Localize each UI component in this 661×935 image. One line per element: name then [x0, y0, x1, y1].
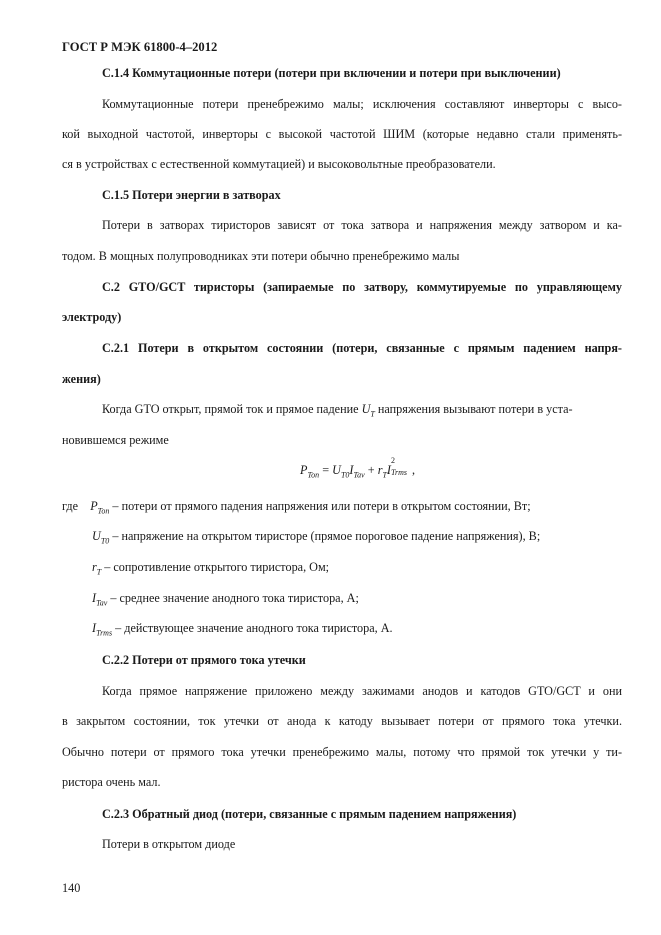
- paragraph-line: в закрытом состоянии, ток утечки от анода к катоду вызывает потери от прямого тока утечки.: [62, 714, 622, 728]
- document-header-title: ГОСТ Р МЭК 61800-4–2012: [62, 40, 218, 54]
- math-subscript: Tav: [96, 598, 108, 608]
- paragraph-line: ристора очень мал.: [62, 775, 161, 789]
- paragraph-line: Потери в затворах тиристоров зависят от тока затвора и напряжения между затвором и ка-: [102, 218, 622, 232]
- page-number: 140: [62, 881, 81, 895]
- definition-line: [92, 528, 622, 544]
- paragraph-line: новившемся режиме: [62, 433, 169, 447]
- math-subscript: T: [382, 470, 387, 480]
- definition-text: – потери от прямого падения напряжения или потери в открытом состоянии, Вт;: [109, 499, 531, 513]
- math-variable: P: [90, 499, 98, 513]
- definition-line: [92, 559, 622, 575]
- section-c21-title-cont: жения): [62, 372, 101, 386]
- math-operator: +: [364, 463, 378, 477]
- math-variable: U: [92, 529, 101, 543]
- math-subscript: Trms: [96, 628, 113, 638]
- section-c14-title: С.1.4 Коммутационные потери (потери при включении и потери при выключении): [102, 66, 561, 80]
- paragraph-line: Коммутационные потери пренебрежимо малы; исключения составляют инверторы с высо-: [102, 97, 622, 111]
- definition-line: [92, 590, 622, 606]
- definition-text: – сопротивление открытого тиристора, Ом;: [101, 560, 330, 574]
- paragraph-line: Потери в открытом диоде: [102, 837, 236, 851]
- math-punctuation: ,: [408, 463, 416, 477]
- math-subscript: T0: [100, 536, 110, 546]
- where-label: где: [62, 499, 79, 513]
- math-subscript: Trms: [390, 468, 407, 477]
- math-variable: P: [300, 463, 308, 477]
- section-c21-title: С.2.1 Потери в открытом состоянии (потери, связанные с прямым падением напря-: [102, 341, 622, 355]
- paragraph-line: тодом. В мощных полупроводниках эти потери обычно пренебрежимо малы: [62, 249, 460, 263]
- definition-line: [62, 498, 622, 514]
- math-operator: =: [319, 463, 333, 477]
- paragraph-line: Обычно потери от прямого тока утечки пренебрежимо малы, потому что прямой ток утечки у ти-: [62, 745, 622, 759]
- math-variable: I: [92, 621, 97, 635]
- section-c2-title: С.2 GTO/GCT тиристоры (запираемые по затвору, коммутируемые по управляющему: [102, 280, 622, 294]
- math-variable: r: [92, 560, 97, 574]
- section-c2-title-cont: электроду): [62, 310, 122, 324]
- paragraph-line: [102, 401, 622, 417]
- math-subscript: T0: [340, 470, 350, 480]
- definition-text: – напряжение на открытом тиристоре (прямое пороговое падение напряжения), В;: [109, 529, 541, 543]
- text-run: Когда GTO открыт, прямой ток и прямое падение: [102, 402, 362, 416]
- math-variable: I: [386, 463, 391, 477]
- paragraph-line: Когда прямое напряжение приложено между зажимами анодов и катодов GTO/GCT и они: [102, 684, 622, 698]
- text-run: напряжения вызывают потери в уста-: [374, 402, 573, 416]
- math-subscript: Ton: [97, 506, 110, 516]
- paragraph-line: ся в устройствах с естественной коммутацией) и высоковольтные преобразователи.: [62, 157, 496, 171]
- definition-text: – среднее значение анодного тока тиристора, А;: [107, 591, 359, 605]
- section-c22-title: С.2.2 Потери от прямого тока утечки: [102, 653, 306, 667]
- math-variable: r: [377, 463, 383, 477]
- paragraph-line: кой выходной частотой, инверторы с высокой частотой ШИМ (которые недавно стали применять-: [62, 127, 622, 141]
- math-subscript: Ton: [307, 470, 320, 480]
- math-subscript: T: [370, 409, 375, 419]
- math-variable: U: [361, 402, 371, 416]
- definition-text: – действующее значение анодного тока тиристора, А.: [112, 621, 393, 635]
- definition-line: [92, 620, 622, 636]
- math-variable: U: [332, 463, 341, 477]
- math-subscript: T: [96, 567, 102, 577]
- section-c15-title: С.1.5 Потери энергии в затворах: [102, 188, 281, 202]
- math-variable: I: [349, 463, 354, 477]
- power-loss-formula: $P_{Ton} = U_{T0}I_{Tav} + r_TI$ 2 Trms ,: [300, 456, 416, 480]
- math-variable: I: [92, 591, 97, 605]
- section-c23-title: С.2.3 Обратный диод (потери, связанные с прямым падением напряжения): [102, 807, 517, 821]
- math-subscript: Tav: [353, 470, 365, 480]
